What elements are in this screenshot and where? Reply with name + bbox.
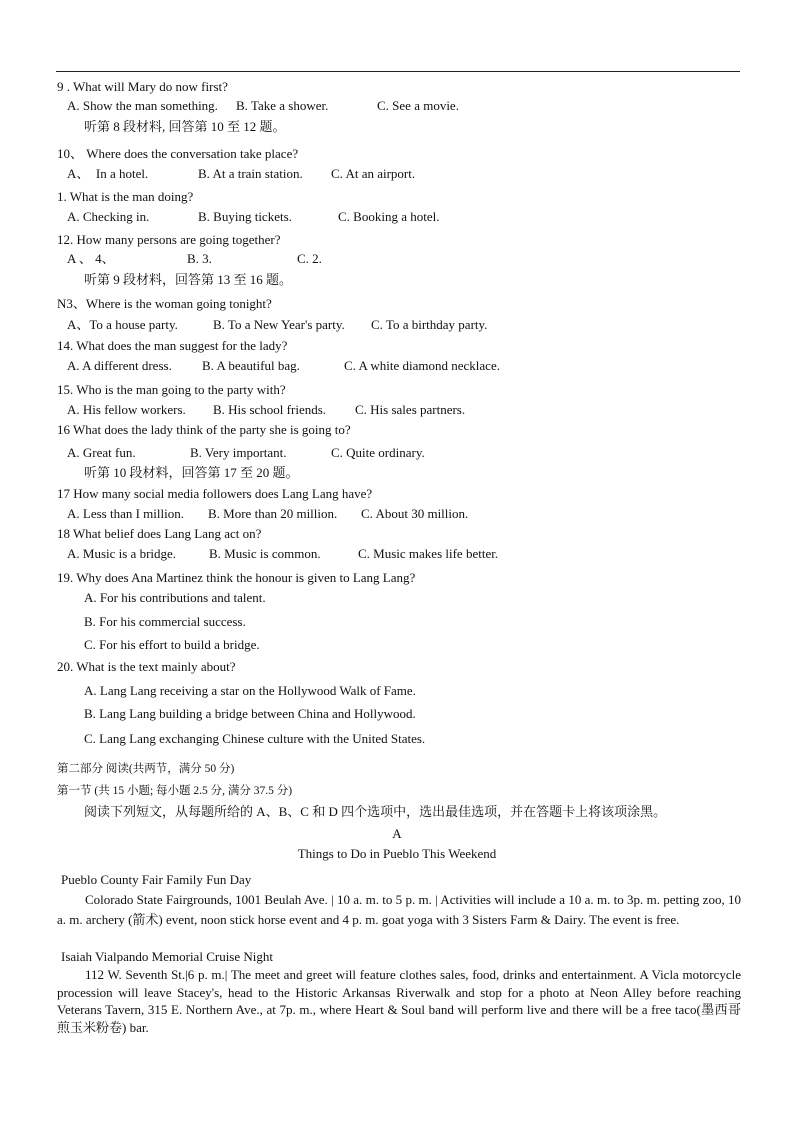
question-stem: 12. How many persons are going together? (57, 232, 281, 247)
option: A 、 4、 (67, 251, 115, 266)
instruction: 阅读下列短文，从每题所给的 A、B、C 和 D 四个选项中，选出最佳选项，并在答题卡上将该项涂黑。 (84, 804, 667, 819)
option: C. A white diamond necklace. (344, 358, 500, 373)
section-note: 听第 10 段材料，回答第 17 至 20 题。 (84, 465, 299, 480)
question-stem: 16 What does the lady think of the party she is going to? (57, 422, 351, 437)
option: C. 2. (297, 251, 322, 266)
option: A. Great fun. (67, 445, 136, 460)
question-stem: 10、 Where does the conversation take place? (57, 146, 299, 161)
part-heading: 第二部分 阅读(共两节，满分 50 分) (57, 763, 235, 775)
question-stem: 15. Who is the man going to the party with? (57, 382, 286, 397)
passage-title: Things to Do in Pueblo This Weekend (297, 846, 497, 861)
option: C. To a birthday party. (371, 317, 488, 332)
option: C. Booking a hotel. (338, 209, 440, 224)
option: C. For his effort to build a bridge. (84, 637, 260, 652)
option: A. A different dress. (67, 358, 172, 373)
event-title: Isaiah Vialpando Memorial Cruise Night (61, 949, 273, 964)
question-stem: 14. What does the man suggest for the lady? (57, 338, 288, 353)
option: B. More than 20 million. (208, 506, 338, 521)
passage-letter: A (392, 826, 402, 841)
option: A. Music is a bridge. (67, 546, 177, 561)
option: A、To a house party. (67, 317, 178, 332)
option: B. Buying tickets. (198, 209, 292, 224)
option: B. Take a shower. (236, 98, 329, 113)
option: B. To a New Year's party. (213, 317, 345, 332)
option: C. His sales partners. (355, 402, 466, 417)
option: C. Music makes life better. (358, 546, 499, 561)
event-description: Colorado State Fairgrounds, 1001 Beulah Ave. | 10 a. m. to 5 p. m. | Activities will include a 10 a. m. to 3p. m. petting zoo, 10 a. m. archery (箭术) event, noon stick horse event and 4 p. m. goat yoga with 3 Sisters Farm & Dairy. The event is free. (57, 892, 741, 927)
question-stem: N3、Where is the woman going tonight? (57, 296, 272, 311)
section-heading: 第一节 (共 15 小题; 每小题 2.5 分, 满分 37.5 分) (57, 785, 293, 797)
option: A. For his contributions and talent. (84, 590, 266, 605)
question-stem: 19. Why does Ana Martinez think the honour is given to Lang Lang? (57, 570, 416, 585)
question-stem: 18 What belief does Lang Lang act on? (57, 526, 262, 541)
option: C. About 30 million. (361, 506, 469, 521)
option: A、 In a hotel. (67, 166, 149, 181)
question-stem: 9 . What will Mary do now first? (57, 79, 228, 94)
option: A. Less than I million. (67, 506, 184, 521)
section-note: 听第 9 段材料，回答第 13 至 16 题。 (84, 272, 293, 287)
option: B. At a train station. (198, 166, 303, 181)
question-stem: 20. What is the text mainly about? (57, 659, 236, 674)
option: B. Music is common. (209, 546, 321, 561)
option: C. Quite ordinary. (331, 445, 425, 460)
event-title: Pueblo County Fair Family Fun Day (61, 872, 252, 887)
option: A. Lang Lang receiving a star on the Hollywood Walk of Fame. (84, 683, 416, 698)
option: C. At an airport. (331, 166, 416, 181)
option: C. Lang Lang exchanging Chinese culture with the United States. (84, 731, 426, 746)
section-note: 听第 8 段材料, 回答第 10 至 12 题。 (84, 119, 286, 134)
option: B. Lang Lang building a bridge between China and Hollywood. (84, 706, 416, 721)
option: A. Checking in. (67, 209, 150, 224)
option: B. 3. (187, 251, 212, 266)
option: A. His fellow workers. (67, 402, 186, 417)
option: B. For his commercial success. (84, 614, 246, 629)
option: B. Very important. (190, 445, 287, 460)
question-stem: 1. What is the man doing? (57, 189, 194, 204)
option: B. A beautiful bag. (202, 358, 300, 373)
option: C. See a movie. (377, 98, 459, 113)
option: A. Show the man something. (67, 98, 218, 113)
event-description: 112 W. Seventh St.|6 p. m.| The meet and greet will feature clothes sales, food, drinks and entertainment. A Vicla motorcycle procession will leave Stacey's, head to the Historic Arkansas Riverwalk and stop for a photo at Neon Alley before reaching Veterans Tavern, 315 E. Northern Ave., at 7p. m., where Heart & Soul band will perform live and there will be a free taco(墨西哥煎玉米粉卷) bar. (57, 967, 741, 1035)
option: B. His school friends. (213, 402, 327, 417)
header-rule (56, 71, 740, 72)
question-stem: 17 How many social media followers does Lang Lang have? (57, 486, 373, 501)
